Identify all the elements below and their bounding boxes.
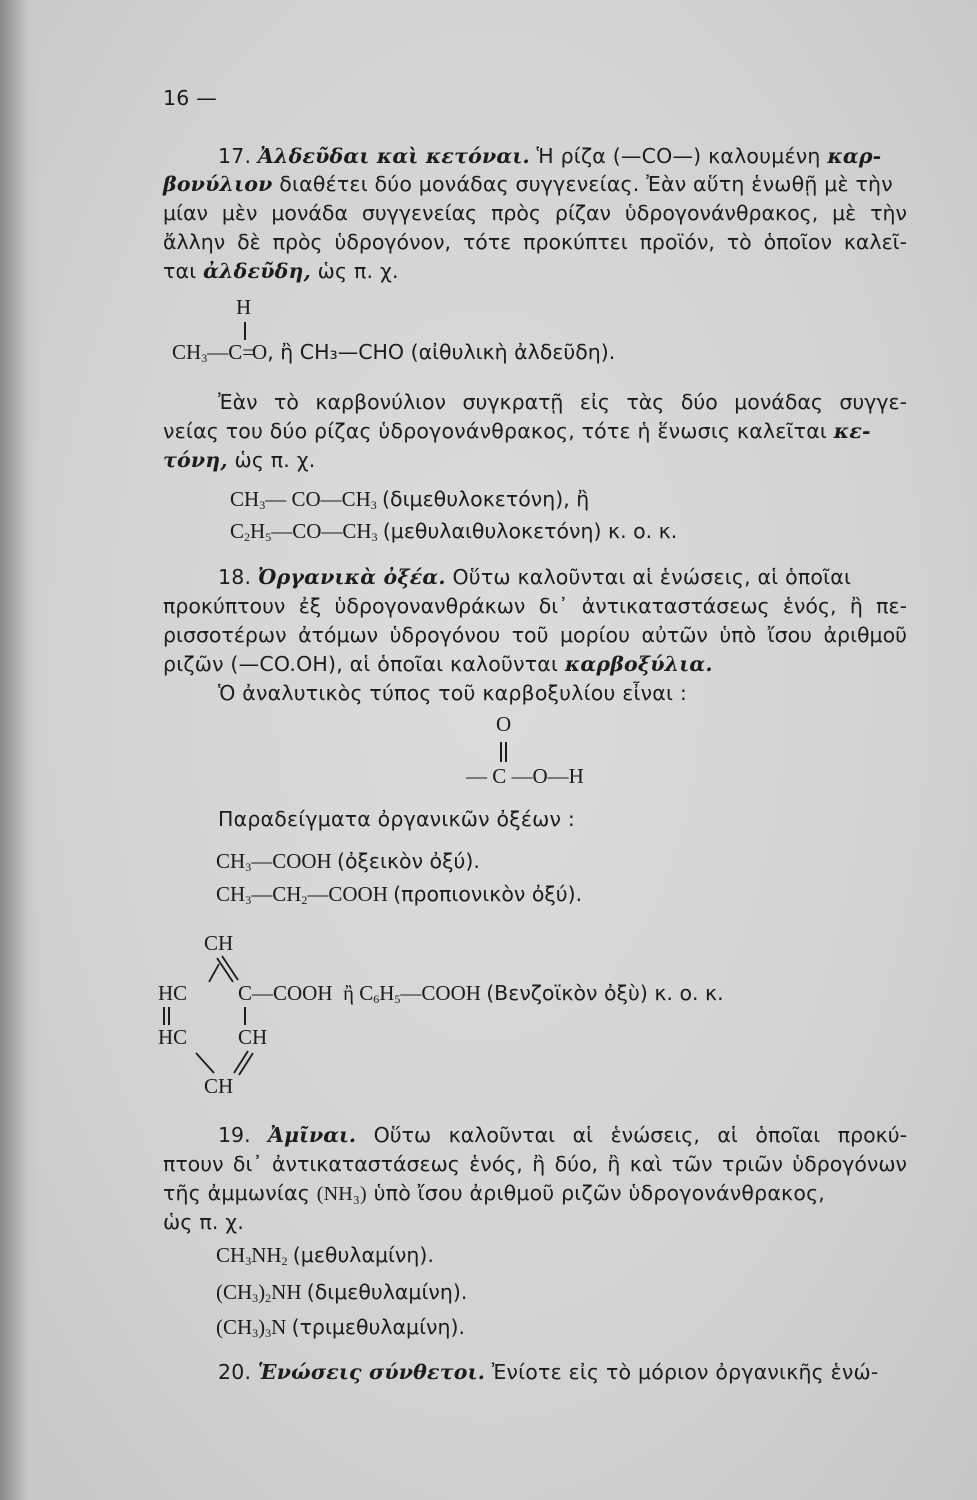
- ring-hc-left: HC: [158, 981, 188, 1005]
- ketone-formula-1: $CH_3—$ $CO—CH_3$ (διμεθυλοκετόνη), ἢ: [230, 487, 590, 512]
- ring-hc-bottom-left: HC: [158, 1025, 188, 1049]
- formula-h-atom: H: [236, 295, 252, 319]
- double-bond-left: [500, 742, 502, 762]
- text-fragment: τῆς ἀμμωνίας: [163, 1181, 310, 1205]
- section-number: 18.: [218, 565, 252, 589]
- aldehyde-formula: $CH_3—C=O$, ἢ CH₃—CHO (αἰθυλικὴ ἀλδεῦδη).: [172, 340, 616, 365]
- text-fragment: ται: [163, 259, 197, 283]
- text-line: [163, 652, 713, 676]
- page-spine-shadow: [0, 0, 40, 1500]
- ammonia-formula: (NH₃): [316, 1183, 367, 1205]
- term-carbonyl: καρ-: [827, 144, 882, 168]
- text-line: ὡς π. χ.: [163, 1210, 245, 1234]
- ring-single-bond: [244, 1007, 246, 1025]
- text-line: Ὁ ἀναλυτικὸς τύπος τοῦ καρβοξυλίου εἶναι :: [218, 681, 687, 705]
- acid-formula-1: $CH_3—COOH$ (ὀξεικὸν ὀξύ).: [216, 849, 480, 874]
- amine-name-3: (τριμεθυλαμίνη).: [291, 1315, 465, 1339]
- text-line: προκύπτουν ἐξ ὑδρογονανθράκων δι᾽ ἀντικαταστάσεως ἑνός, ἢ πε-: [163, 594, 907, 618]
- amine-formula-1: $CH_3NH_2$ (μεθυλαμίνη).: [216, 1243, 434, 1268]
- text-fragment: ὑπὸ ἴσου ἀριθμοῦ ριζῶν ὑδρογονάνθρακος,: [373, 1181, 826, 1205]
- ring-carboxyl-line: C—COOH ἢ $C_6H_5—COOH$ (Βενζοϊκὸν ὀξὺ) κ. ο. κ.: [238, 981, 724, 1006]
- acid-name-1: (ὀξεικὸν ὀξύ).: [336, 849, 480, 873]
- text-fragment: ὡς π. χ.: [317, 259, 399, 283]
- text-line: πτουν δι᾽ ἀντικαταστάσεως ἑνός, ἢ δύο, ἢ καὶ τῶν τριῶν ὑδρογόνων: [163, 1152, 907, 1176]
- double-bond-right: [505, 742, 507, 762]
- text-line: [163, 172, 893, 196]
- text-line: [163, 448, 316, 472]
- acid-name-2: (προπιονικὸν ὀξύ).: [393, 882, 583, 906]
- ring-ch-bottom: CH: [204, 1074, 234, 1098]
- text-line: μίαν μὲν μονάδα συγγενείας πρὸς ρίζαν ὑδρογονάνθρακος, μὲ τὴν: [163, 201, 907, 225]
- section-title: Ἀμῖναι.: [268, 1123, 357, 1147]
- text-line: ρισσοτέρων ἀτόμων ὑδρογόνου τοῦ μορίου αὐτῶν ὑπὸ ἴσου ἀριθμοῦ: [163, 623, 907, 647]
- term-carbonyl-cont: βονύλιον: [163, 172, 273, 196]
- text-line: [163, 419, 871, 443]
- section-19-first-line: [218, 1123, 907, 1147]
- ring-ch-bottom-right: CH: [238, 1025, 268, 1049]
- ketone-name-2: (μεθυλαιθυλοκετόνη) κ. ο. κ.: [382, 519, 678, 543]
- section-number: 20.: [218, 1360, 252, 1384]
- benzoic-name: (Βενζοϊκὸν ὀξὺ) κ. ο. κ.: [486, 981, 724, 1005]
- ring-double-bond-a: [163, 1007, 165, 1025]
- text-fragment: Ἐνίοτε εἰς τὸ μόριον ὀργανικῆς ἑνώ-: [491, 1360, 879, 1384]
- text-line: [163, 259, 399, 283]
- text-line: Ἐὰν τὸ καρβονύλιον συγκρατῇ εἰς τὰς δύο μονάδας συγγε-: [218, 390, 907, 414]
- text-fragment: Οὕτω καλοῦνται αἱ ἑνώσεις, αἱ ὁποῖαι προκύ-: [373, 1123, 907, 1147]
- ring-double-bond-b: [168, 1007, 170, 1025]
- amine-formula-3: $(CH_3)_3N$ (τριμεθυλαμίνη).: [216, 1315, 465, 1340]
- text-line: ἄλλην δὲ πρὸς ὑδρογόνον, τότε προκύπτει προϊόν, τὸ ὁποῖον καλεῖ-: [163, 230, 907, 254]
- section-number: 17.: [218, 144, 252, 168]
- text-fragment: ριζῶν (—CO.OH), αἱ ὁποῖαι καλοῦνται: [163, 652, 559, 676]
- text-fragment: διαθέτει δύο μονάδας συγγενείας. Ἐὰν αὕτη ἑνωθῇ μὲ τὴν: [279, 172, 893, 196]
- vertical-bond: [244, 322, 246, 340]
- carboxyl-formula: — C —O—H: [466, 764, 584, 788]
- ring-ch-top: CH: [204, 931, 234, 955]
- section-title: Ἑνώσεις σύνθετοι.: [257, 1360, 486, 1384]
- amine-formula-2: $(CH_3)_2NH$ (διμεθυλαμίνη).: [216, 1280, 468, 1305]
- section-number: 19.: [218, 1123, 251, 1147]
- examples-heading: Παραδείγματα ὀργανικῶν ὀξέων :: [218, 807, 575, 831]
- ketone-name-1: (διμεθυλοκετόνη), ἢ: [382, 487, 590, 511]
- aldehyde-caption: , ἢ CH₃—CHO (αἰθυλικὴ ἀλδεῦδη).: [267, 340, 616, 364]
- section-title: Ἀλδεῦδαι καὶ κετόναι.: [257, 144, 530, 168]
- text-line: [163, 1181, 825, 1206]
- text-line: Ἡ ρίζα (—CO—) καλουμένη: [536, 144, 821, 168]
- carboxyl-o-atom: O: [496, 712, 512, 736]
- term-ketone: κε-: [833, 419, 871, 443]
- text-fragment: Οὕτω καλοῦνται αἱ ἑνώσεις, αἱ ὁποῖαι: [452, 565, 852, 589]
- term-aldehyde: ἀλδεῦδη,: [203, 259, 311, 283]
- text-fragment: νείας του δύο ρίζας ὑδρογονάνθρακος, τότε ἡ ἕνωσις καλεῖται: [163, 419, 828, 443]
- amine-name-2: (διμεθυλαμίνη).: [306, 1280, 468, 1304]
- section-17-first-line: [218, 144, 881, 168]
- term-ketone-cont: τόνη,: [163, 448, 228, 472]
- page-number: 16 —: [163, 86, 217, 110]
- term-carboxyl: καρβοξύλια.: [564, 652, 713, 676]
- section-20-first-line: [218, 1360, 879, 1384]
- ketone-formula-2: $C_2H_5—CO—CH_3$ (μεθυλαιθυλοκετόνη) κ. ο. κ.: [230, 519, 678, 544]
- acid-formula-2: $CH_3—CH_2—COOH$ (προπιονικὸν ὀξύ).: [216, 882, 583, 907]
- amine-name-1: (μεθυλαμίνη).: [292, 1243, 434, 1267]
- section-title: Ὀργανικὰ ὀξέα.: [257, 565, 446, 589]
- section-18-first-line: [218, 565, 851, 589]
- text-fragment: ὡς π. χ.: [234, 448, 316, 472]
